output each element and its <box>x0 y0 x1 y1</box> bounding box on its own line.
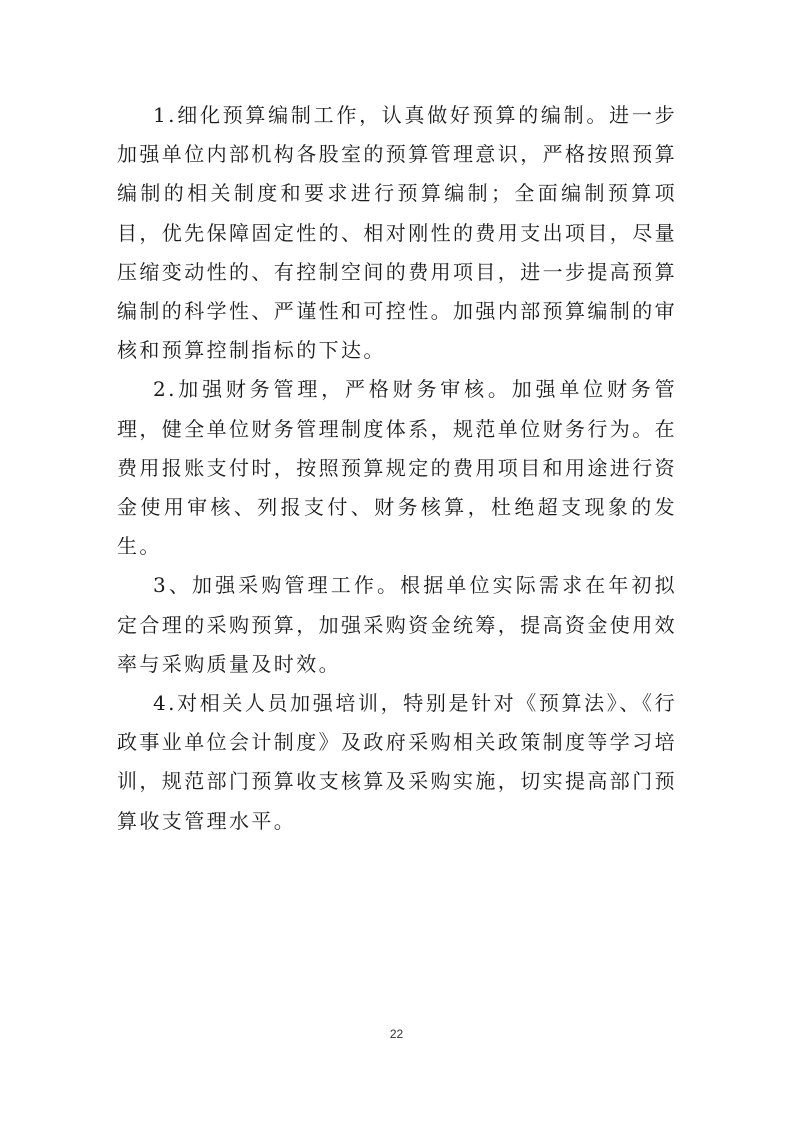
paragraph-procurement-management: 3、加强采购管理工作。根据单位实际需求在年初拟定合理的采购预算，加强采购资金统筹，提高资金使用效率与采购质量及时效。 <box>117 573 677 676</box>
document-body <box>117 96 677 841</box>
page-number: 22 <box>389 1027 404 1041</box>
paragraph-financial-management: 2.加强财务管理，严格财务审核。加强单位财务管理，健全单位财务管理制度体系，规范单位财务行为。在费用报账支付时，按照预算规定的费用项目和用途进行资金使用审核、列报支付、财务核算，杜绝超支现象的发生。 <box>117 377 677 559</box>
paragraph-staff-training: 4.对相关人员加强培训，特别是针对《预算法》、《行政事业单位会计制度》及政府采购相关政策制度等学习培训，规范部门预算收支核算及采购实施，切实提高部门预算收支管理水平。 <box>117 691 677 833</box>
paragraph-budget-compilation: 1.细化预算编制工作，认真做好预算的编制。进一步加强单位内部机构各股室的预算管理意识，严格按照预算编制的相关制度和要求进行预算编制；全面编制预算项目，优先保障固定性的、相对刚性的费用支出项目，尽量压缩变动性的、有控制空间的费用项目，进一步提高预算编制的科学性、严谨性和可控性。加强内部预算编制的审核和预算控制指标的下达。 <box>117 103 677 363</box>
